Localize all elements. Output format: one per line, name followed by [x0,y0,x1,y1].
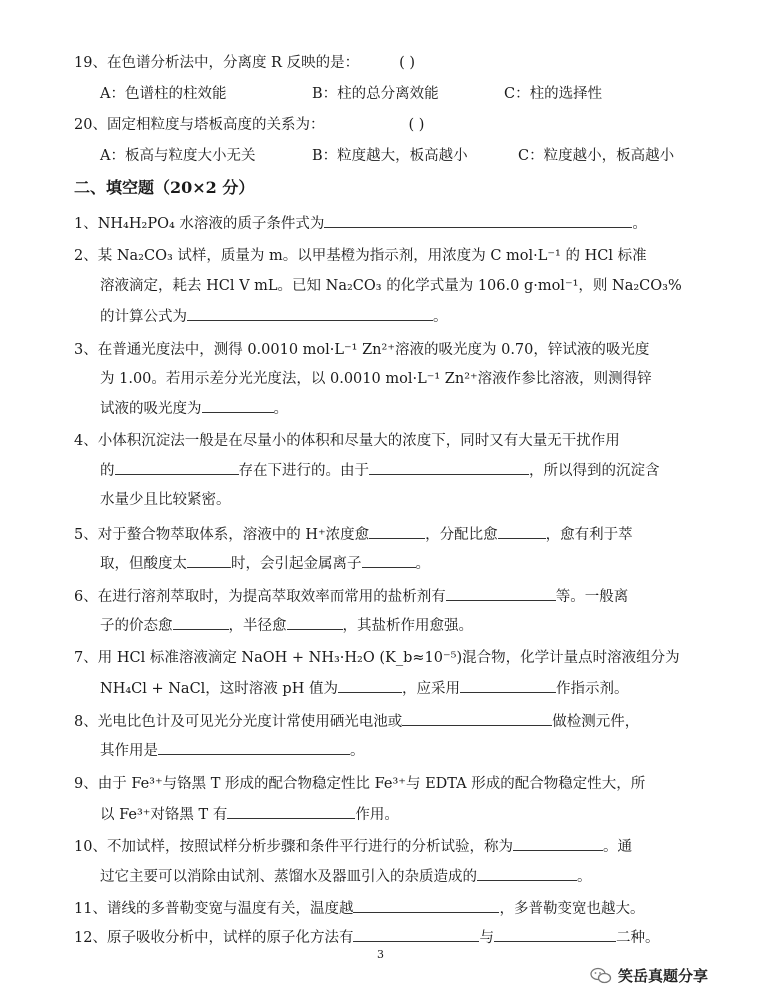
fill-10-line2 [100,866,592,887]
fill-7-blank-2[interactable] [460,678,556,693]
q20-option-a: A：板高与粒度大小无关 [100,148,256,164]
fill-5-line2 [100,553,430,574]
fill-6-line1 [74,586,628,607]
fill-4-line1: 4、小体积沉淀法一般是在尽量小的体积和尽量大的浓度下，同时又有大量无干扰作用 [74,433,620,449]
fill-4-blank-1[interactable] [115,460,239,475]
q20-paren: ( ) [408,117,425,133]
fill-2-text: 的计算公式为 [100,309,187,325]
watermark-text: 笑岳真题分享 [618,967,709,985]
fill-10-text-d: 。 [577,869,592,885]
fill-9-text-a: 以 Fe³⁺对铬黑 T 有 [100,807,228,823]
fill-8-text-d: 。 [350,743,365,759]
section-title: 二、填空题（20×2 分） [74,178,255,197]
watermark [590,965,708,986]
fill-8-blank-1[interactable] [402,711,552,726]
fill-5-blank-3[interactable] [187,553,231,568]
fill-5-text-e: 时，会引起金属离子 [231,556,362,572]
fill-7-text-b: ，应采用 [401,681,460,697]
fill-1 [74,213,647,234]
fill-12-text-a: 12、原子吸收分析中，试样的原子化方法有 [74,930,354,946]
fill-8-blank-2[interactable] [158,740,350,755]
fill-5-text-b: ，分配比愈 [425,527,498,543]
q19-option-c: C：柱的选择性 [504,86,603,102]
fill-11-text-b: ，多普勒变宽也越大。 [499,901,645,917]
fill-9-line1: 9、由于 Fe³⁺与铬黑 T 形成的配合物稳定性比 Fe³⁺与 EDTA 形成的配合物稳定性大，所 [74,776,646,792]
q19-stem [74,53,415,73]
fill-4-text-b: 存在下进行的。由于 [238,463,369,479]
fill-8-text-b: 做检测元件， [552,714,640,730]
fill-6-blank-2[interactable] [173,615,229,630]
fill-10-line1 [74,836,632,857]
fill-6-blank-3[interactable] [287,615,343,630]
fill-6-blank-1[interactable] [446,586,556,601]
q20-stem [74,115,424,135]
fill-12-blank-2[interactable] [494,927,616,942]
fill-4-blank-2[interactable] [369,460,529,475]
fill-3-blank[interactable] [202,398,274,413]
fill-7-blank-1[interactable] [338,678,402,693]
fill-7-line1: 7、用 HCl 标准溶液滴定 NaOH + NH₃·H₂O (K_b≈10⁻⁵)混合物，化学计量点时溶液组分为 [74,650,680,666]
q20-stem-text: 20、固定相粒度与塔板高度的关系为： [74,117,325,133]
fill-4-text-c: ，所以得到的沉淀含 [529,463,660,479]
page-number: 3 [377,948,384,961]
fill-12-text-b: 与 [479,930,494,946]
fill-12-blank-1[interactable] [353,927,479,942]
fill-1-text: 1、NH₄H₂PO₄ 水溶液的质子条件式为 [74,216,325,232]
fill-3-end: 。 [273,401,288,417]
fill-2-end: 。 [433,309,448,325]
fill-10-blank-2[interactable] [477,866,577,881]
fill-1-end: 。 [632,216,647,232]
q19-option-b: B：柱的总分离效能 [312,86,439,102]
fill-5-text-c: ，愈有利于萃 [545,527,633,543]
fill-9-line2 [100,804,399,825]
fill-4-line2 [100,460,660,481]
fill-3-text: 试液的吸光度为 [100,401,202,417]
fill-3-line3 [100,398,288,419]
fill-3-line1: 3、在普通光度法中，测得 0.0010 mol·L⁻¹ Zn²⁺溶液的吸光度为 0.70，锌试液的吸光度 [74,342,650,358]
fill-8-line2 [100,740,365,761]
fill-2-line2: 溶液滴定，耗去 HCl V mL。已知 Na₂CO₃ 的化学式量为 106.0 g·mol⁻¹，则 Na₂CO₃% [100,278,682,294]
fill-6-line2 [100,615,473,636]
fill-5-text-f: 。 [415,556,430,572]
fill-10-blank-1[interactable] [513,836,603,851]
fill-5-text-a: 5、对于螯合物萃取体系，溶液中的 H⁺浓度愈 [74,527,370,543]
fill-11 [74,898,644,919]
fill-12 [74,927,659,948]
fill-11-blank[interactable] [353,898,499,913]
fill-1-blank[interactable] [324,213,632,228]
fill-12-text-c: 二种。 [615,930,660,946]
fill-3-line2: 为 1.00。若用示差分光光度法，以 0.0010 mol·L⁻¹ Zn²⁺溶液作参比溶液，则测得锌 [100,371,652,387]
fill-2-blank[interactable] [187,306,433,321]
q20-option-c: C：粒度越小，板高越小 [518,148,675,164]
fill-8-text-c: 其作用是 [100,743,158,759]
fill-9-blank[interactable] [227,804,355,819]
fill-7-line2 [100,678,628,699]
fill-2-line3 [100,306,448,327]
fill-4-text-a: 的 [100,463,115,479]
fill-7-text-a: NH₄Cl + NaCl，这时溶液 pH 值为 [100,681,338,697]
fill-5-blank-4[interactable] [362,553,416,568]
fill-10-text-b: 。通 [602,839,632,855]
fill-5-blank-2[interactable] [498,524,546,539]
fill-8-text-a: 8、光电比色计及可见光分光度计常使用硒光电池或 [74,714,403,730]
fill-2-line1: 2、某 Na₂CO₃ 试样，质量为 m。以甲基橙为指示剂，用浓度为 C mol·L⁻¹ 的 HCl 标准 [74,248,647,264]
fill-10-text-a: 10、不加试样，按照试样分析步骤和条件平行进行的分析试验，称为 [74,839,513,855]
fill-7-text-c: 作指示剂。 [555,681,629,697]
fill-6-text-d: ，半径愈 [228,618,287,634]
q19-paren: ( ) [399,55,416,71]
wechat-icon [590,967,612,985]
fill-8-line1 [74,711,639,732]
fill-10-text-c: 过它主要可以消除由试剂、蒸馏水及器皿引入的杂质造成的 [100,869,477,885]
fill-5-blank-1[interactable] [369,524,425,539]
fill-4-line3: 水量少且比较紧密。 [100,492,231,508]
fill-5-text-d: 取，但酸度太 [100,556,187,572]
fill-9-text-b: 作用。 [355,807,399,823]
fill-6-text-b: 等。一般离 [555,589,629,605]
fill-5-line1 [74,524,633,545]
fill-6-text-e: ，其盐析作用愈强。 [342,618,473,634]
q19-option-a: A：色谱柱的柱效能 [100,86,227,102]
fill-6-text-c: 子的价态愈 [100,618,173,634]
q20-option-b: B：粒度越大，板高越小 [312,148,468,164]
q19-stem-text: 19、在色谱分析法中，分离度 R 反映的是： [74,55,360,71]
fill-6-text-a: 6、在进行溶剂萃取时，为提高萃取效率而常用的盐析剂有 [74,589,446,605]
fill-11-text-a: 11、谱线的多普勒变宽与温度有关，温度越 [74,901,354,917]
